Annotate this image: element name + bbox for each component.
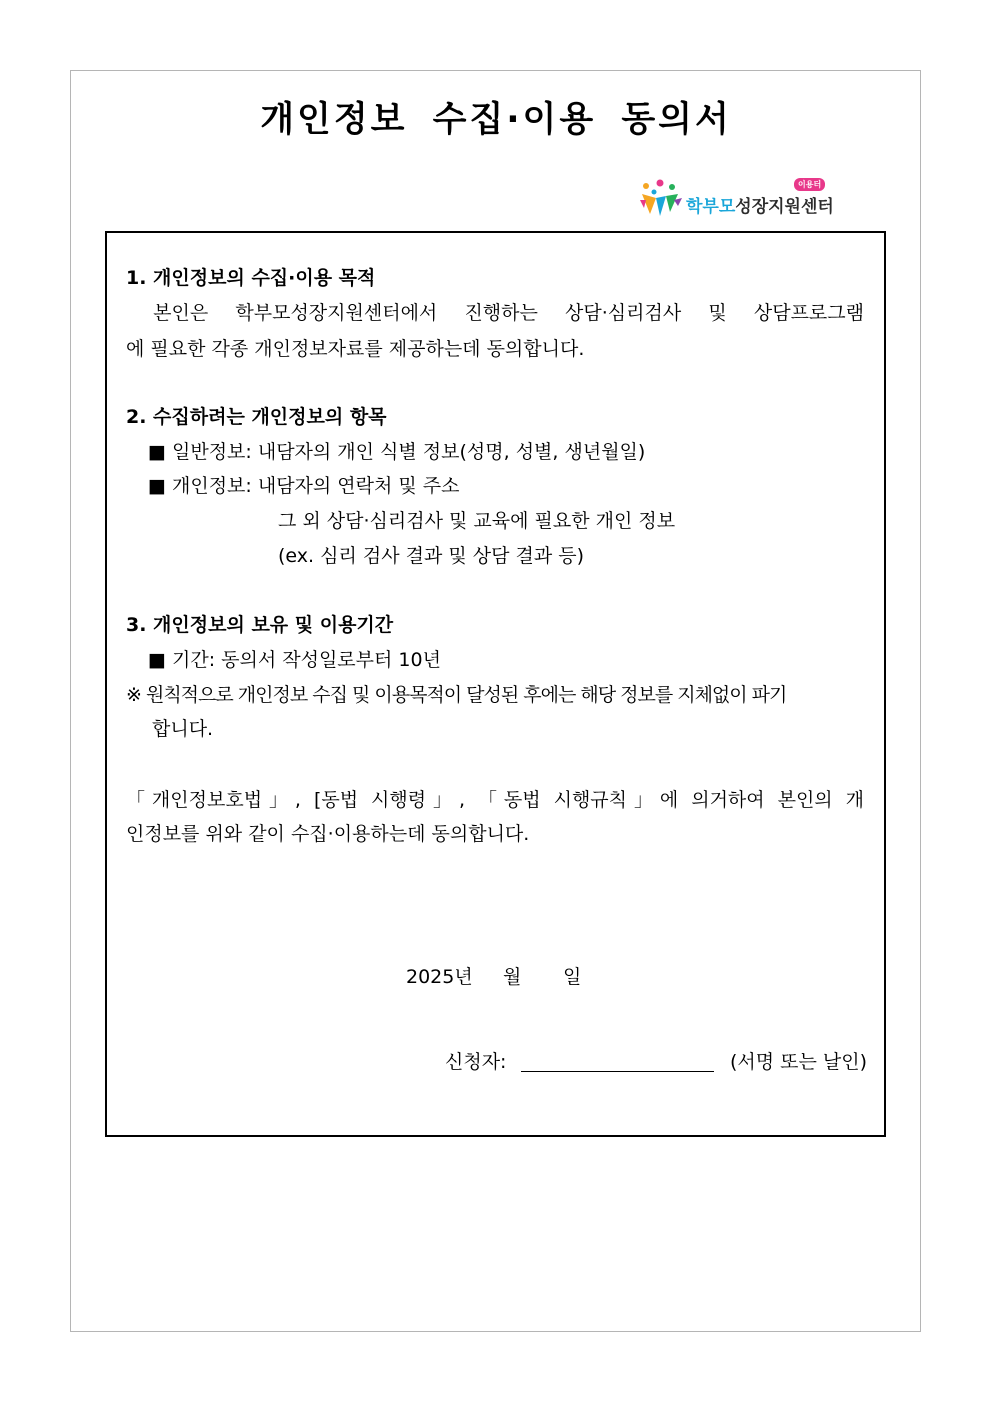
section1-line1: 본인은 학부모성장지원센터에서 진행하는 상담·심리검사 및 상담프로그램 [126, 302, 864, 324]
signature-line[interactable] [521, 1071, 714, 1072]
date-month: 월 [503, 966, 522, 988]
section2-item-personal: ■ 개인정보: 내담자의 연락처 및 주소 [148, 475, 460, 497]
logo-text [686, 192, 834, 217]
section1-line2: 에 필요한 각종 개인정보자료를 제공하는데 동의합니다. [126, 338, 585, 360]
document-title: 개인정보 수집·이용 동의서 [260, 100, 732, 140]
logo-main-text: 학부모 [686, 197, 736, 217]
logo-badge: 이용터 [794, 178, 825, 191]
signature-note: (서명 또는 날인) [730, 1051, 868, 1073]
section3-item-period: ■ 기간: 동의서 작성일로부터 10년 [148, 649, 441, 671]
applicant-label: 신청자: [445, 1051, 507, 1073]
date-day: 일 [563, 966, 582, 988]
section3-note-line2: 합니다. [152, 718, 214, 740]
section2-item-general: ■ 일반정보: 내담자의 개인 식별 정보(성명, 성별, 생년월일) [148, 441, 646, 463]
logo-sub-text: 성장지원센터 [735, 197, 834, 217]
legal-line1: 「개인정보호법」, [동법 시행령」, 「동법 시행규칙」에 의거하여 본인의 개 [126, 789, 864, 811]
date-year: 2025년 [406, 966, 473, 988]
center-logo [636, 178, 846, 218]
legal-line2: 인정보를 위와 같이 수집·이용하는데 동의합니다. [126, 823, 530, 845]
section1-heading: 1. 개인정보의 수집·이용 목적 [126, 267, 376, 289]
section2-item-personal-cont1: 그 외 상담·심리검사 및 교육에 필요한 개인 정보 [278, 510, 676, 532]
section2-item-personal-cont2: (ex. 심리 검사 결과 및 상담 결과 등) [278, 545, 584, 567]
section3-heading: 3. 개인정보의 보유 및 이용기간 [126, 614, 394, 636]
family-logo-icon [636, 178, 684, 218]
section2-heading: 2. 수집하려는 개인정보의 항목 [126, 406, 387, 428]
section3-note-line1: ※ 원칙적으로 개인정보 수집 및 이용목적이 달성된 후에는 해당 정보를 지체없이 파기 [126, 684, 787, 706]
